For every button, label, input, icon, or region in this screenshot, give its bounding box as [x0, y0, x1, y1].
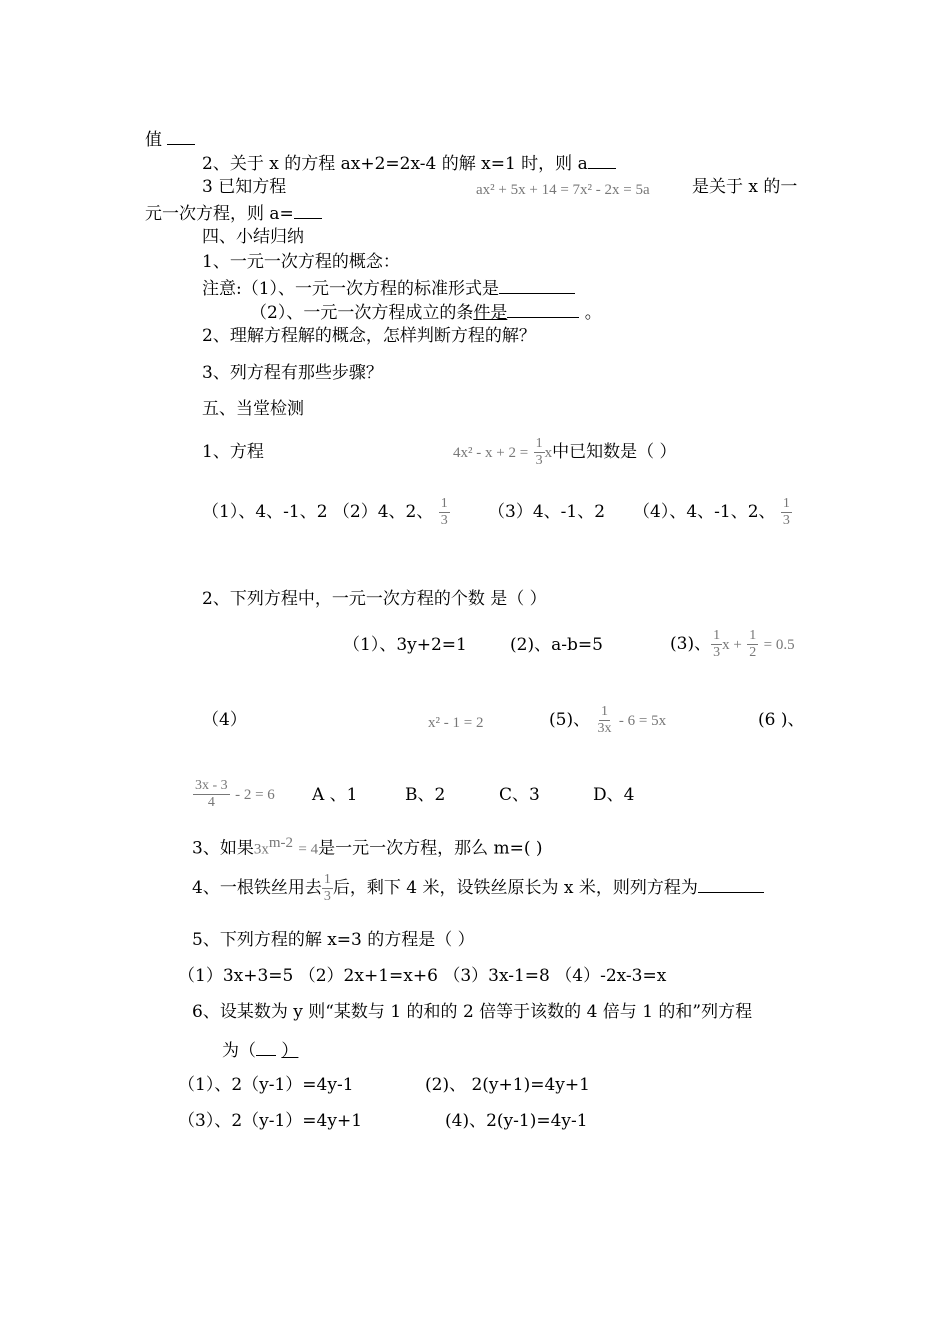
answer-blank[interactable]	[698, 875, 764, 893]
test-3: 3、如果$3x^{m-2} = 4$是一元一次方程，那么 m=( )	[192, 835, 543, 859]
question-2: 2、关于 x 的方程 ax+2=2x-4 的解 x=1 时，则 a	[202, 151, 616, 175]
answer-blank[interactable]	[256, 1038, 276, 1056]
test-2-option-4-label: （4）	[202, 710, 247, 730]
test-2-choice-d: D、4	[593, 785, 635, 805]
test-2-option-5: (5)、 $\frac{1}{3x}$ - 6 = 5x	[549, 704, 667, 736]
test-2-option-3: (3)、 $\frac{1}{3}$ x + $\frac{1}{2}$ = 0.5	[670, 628, 795, 660]
summary-note-1: 注意:（1）、一元一次方程的标准形式是	[202, 276, 575, 300]
test-1-option-3: （3）4、-1、2	[488, 502, 606, 522]
test-2-choice-c: C、3	[499, 785, 540, 805]
question-3-equation: ax² + 5x + 14 = 7x² - 2x = 5a	[476, 182, 650, 198]
test-6: 6、设某数为 y 则“某数与 1 的和的 2 倍等于该数的 4 倍与 1 的和”列方程	[192, 1002, 753, 1022]
test-1-option-4: （4）、4、-1、2、 $\frac{1}{3}$	[633, 496, 790, 528]
test-2-option-1: （1）、3y+2=1	[343, 635, 467, 655]
section-four-title: 四、小结归纳	[202, 227, 304, 247]
fraction-one-third: $\frac{1}{3}$	[440, 496, 448, 528]
summary-2: 2、理解方程解的概念，怎样判断方程的解？	[202, 326, 536, 346]
test-6-option-1: （1）、2（y-1）=4y-1	[178, 1075, 354, 1095]
test-2-option-6-label: (6 )、	[758, 710, 805, 730]
question-3-a: 3 已知方程	[202, 177, 287, 197]
summary-note-2: （2）、一元一次方程成立的条件是 。	[250, 300, 602, 324]
answer-blank[interactable]	[167, 127, 195, 145]
fraction-one-third: $\frac{1}{3}$	[323, 872, 331, 904]
question-3-b: 是关于 x 的一	[692, 177, 798, 197]
question-3-c: 元一次方程，则 a=	[145, 201, 322, 225]
fraction-one-third: $\frac{1}{3}$	[535, 436, 543, 468]
test-6-option-3: （3）、2（y-1）=4y+1	[178, 1111, 363, 1131]
test-2-choice-a: A 、1	[312, 785, 358, 805]
summary-3: 3、列方程有那些步骤？	[202, 363, 383, 383]
test-4: 4、一根铁丝用去 $\frac{1}{3}$ 后，剩下 4 米，设铁丝原长为 x 米，则列方程为	[192, 868, 764, 908]
summary-1: 1、一元一次方程的概念：	[202, 252, 400, 272]
test-2-option-6-equation: $\frac{3x - 3}{4}$ - 2 = 6	[195, 778, 275, 810]
test-1-options: （1）、4、-1、2 （2）4、2、 $\frac{1}{3}$	[202, 496, 448, 528]
test-2-option-2: (2)、a-b=5	[510, 635, 603, 655]
test-2: 2、下列方程中，一元一次方程的个数 是（ ）	[202, 589, 547, 609]
line-value: 值	[145, 127, 195, 151]
answer-blank[interactable]	[588, 151, 616, 169]
test-1-label: 1、方程	[202, 442, 264, 462]
answer-blank[interactable]	[294, 201, 322, 219]
test-5-options: （1）3x+3=5 （2）2x+1=x+6 （3）3x-1=8 （4）-2x-3=x	[178, 966, 667, 986]
test-2-option-4-equation: x² - 1 = 2	[428, 715, 484, 731]
answer-blank[interactable]	[507, 300, 579, 318]
test-2-choice-b: B、2	[405, 785, 446, 805]
fraction-one-third: $\frac{1}{3}$	[782, 496, 790, 528]
test-6-option-2: (2)、 2(y+1)=4y+1	[425, 1075, 590, 1095]
test-5: 5、下列方程的解 x=3 的方程是（ ）	[192, 930, 475, 950]
test-6-continued: 为（ ）	[222, 1038, 298, 1062]
answer-blank[interactable]	[499, 276, 575, 294]
section-five-title: 五、当堂检测	[202, 399, 304, 419]
test-1-equation: 4x² - x + 2 = $\frac{1}{3}$ x中已知数是（ ）	[453, 436, 677, 468]
test-6-option-4: (4)、2(y-1)=4y-1	[445, 1111, 588, 1131]
